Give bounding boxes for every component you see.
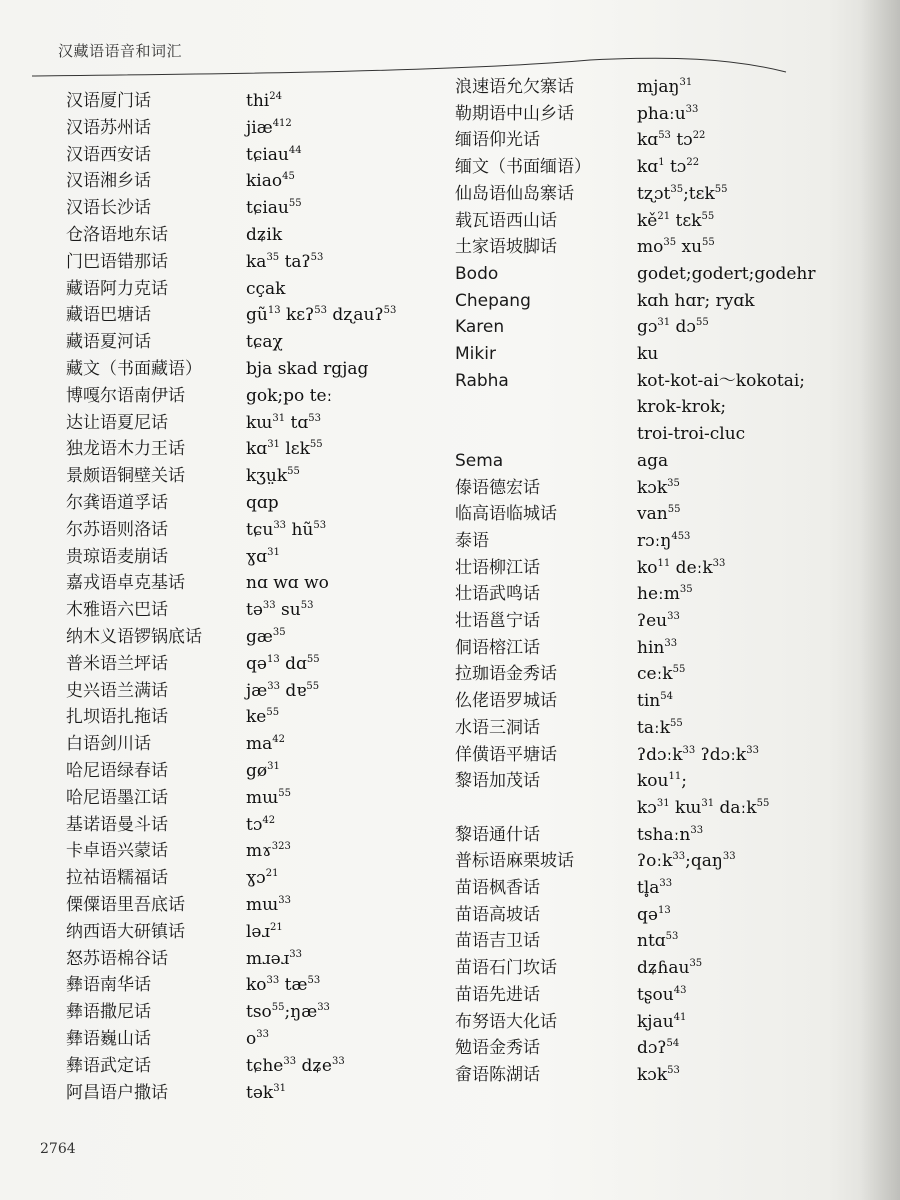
phonetic-form: $ko^{11}$ deːk$^{33}$: [637, 558, 726, 578]
language-name: 拉珈语金秀话: [455, 664, 557, 684]
language-name: 哈尼语墨江话: [66, 788, 168, 808]
language-name: Mikir: [455, 344, 496, 364]
phonetic-form: rɔːŋ$^{453}$: [637, 531, 691, 551]
language-name: 嘉戎语卓克基话: [66, 573, 185, 593]
language-name: 壮语武鸣话: [455, 584, 540, 604]
language-name: 尔龚语道孚话: [66, 493, 168, 513]
phonetic-form: cçak: [246, 279, 286, 299]
phonetic-form: ʔdɔːk$^{33}$ ʔdɔːk$^{33}$: [637, 745, 759, 765]
phonetic-form: van$^{55}$: [637, 504, 681, 524]
language-name: 扎坝语扎拖话: [66, 707, 168, 727]
language-name: 怒苏语棉谷话: [66, 949, 168, 969]
phonetic-form: taːk$^{55}$: [637, 718, 683, 738]
phonetic-form: tək$^{31}$: [246, 1083, 286, 1103]
language-name: 载瓦语西山话: [455, 211, 557, 231]
language-name: Sema: [455, 451, 504, 471]
phonetic-form: kʒṳk$^{55}$: [246, 466, 300, 486]
phonetic-form: ceːk$^{55}$: [637, 664, 686, 684]
phonetic-form: tɕiau$^{44}$: [246, 145, 302, 165]
language-name: 水语三洞话: [455, 718, 540, 738]
language-name: 藏语巴塘话: [66, 305, 151, 325]
phonetic-form: $gũ^{13}$ kɛʔ$^{53}$ dʐauʔ$^{53}$: [246, 305, 397, 325]
language-name: 尔苏语则洛话: [66, 520, 168, 540]
phonetic-form: $tl̥a^{33}$: [637, 878, 673, 898]
language-name: 汉语厦门话: [66, 91, 151, 111]
phonetic-form: $ko^{33}$ $tæ^{53}$: [246, 975, 321, 995]
language-name: 缅语仰光话: [455, 130, 540, 150]
language-name: Rabha: [455, 371, 509, 391]
language-name: 博嘎尔语南伊话: [66, 386, 185, 406]
phonetic-form: $mo^{35}$ $xu^{55}$: [637, 237, 715, 257]
language-name: 彝语南华话: [66, 975, 151, 995]
phonetic-form: thi$^{24}$: [246, 91, 282, 111]
phonetic-form: $o^{33}$: [246, 1029, 269, 1049]
phonetic-form: ʔoːk$^{33}$;qaŋ$^{33}$: [637, 851, 736, 871]
phonetic-form: $ma^{42}$: [246, 734, 285, 754]
phonetic-form: kɯ$^{31}$ tɑ$^{53}$: [246, 413, 322, 433]
phonetic-form: kɔ$^{31}$ kɯ$^{31}$ daːk$^{55}$: [637, 798, 770, 818]
phonetic-form: phaːu$^{33}$: [637, 104, 699, 124]
phonetic-form: ntɑ$^{53}$: [637, 931, 679, 951]
language-name: 卡卓语兴蒙话: [66, 841, 168, 861]
language-name: 黎语加茂话: [455, 771, 540, 791]
phonetic-form: kiao$^{45}$: [246, 171, 295, 191]
language-name: 苗语先进话: [455, 985, 540, 1005]
phonetic-form: gɔ$^{31}$ dɔ$^{55}$: [637, 317, 709, 337]
language-name: 独龙语木力王话: [66, 439, 185, 459]
phonetic-form: jiæ$^{412}$: [246, 118, 292, 138]
language-name: 苗语高坡话: [455, 905, 540, 925]
language-name: 哈尼语绿春话: [66, 761, 168, 781]
phonetic-form: kjau$^{41}$: [637, 1012, 687, 1032]
phonetic-form: mɹəɹ$^{33}$: [246, 949, 302, 969]
phonetic-form: ɣɔ$^{21}$: [246, 868, 279, 888]
language-name: 壮语邕宁话: [455, 611, 540, 631]
language-name: 门巴语错那话: [66, 252, 168, 272]
phonetic-form: tɔ$^{42}$: [246, 815, 276, 835]
language-name: 苗语石门坎话: [455, 958, 557, 978]
phonetic-form: dɔʔ$^{54}$: [637, 1038, 680, 1058]
language-name: 白语剑川话: [66, 734, 151, 754]
language-name: 普标语麻栗坡话: [455, 851, 574, 871]
language-name: 基诺语曼斗话: [66, 815, 168, 835]
phonetic-form: bja skad rgjag: [246, 359, 369, 379]
phonetic-form: kɔk$^{53}$: [637, 1065, 680, 1085]
phonetic-form: kɑ$^{31}$ lɛk$^{55}$: [246, 439, 323, 459]
language-name: 佯僙语平塘话: [455, 745, 557, 765]
phonetic-form: $tso^{55};ŋæ^{33}$: [246, 1002, 330, 1022]
phonetic-form: nɑ wɑ wo: [246, 573, 329, 593]
phonetic-form: $kě^{21}$ tɛk$^{55}$: [637, 211, 715, 231]
phonetic-form: troi-troi-cluc: [637, 424, 746, 444]
phonetic-form: aga: [637, 451, 669, 471]
phonetic-form: qə$^{13}$ dɑ$^{55}$: [246, 654, 320, 674]
phonetic-form: mjaŋ$^{31}$: [637, 77, 693, 97]
language-name: 临高语临城话: [455, 504, 557, 524]
phonetic-form: gok;po teː: [246, 386, 333, 406]
phonetic-form: dʑɦau$^{35}$: [637, 958, 703, 978]
phonetic-form: tɕaχ: [246, 332, 283, 352]
phonetic-form: ʔeu$^{33}$: [637, 611, 680, 631]
phonetic-form: kot-kot-ai～kokotai;: [637, 371, 805, 391]
language-name: 拉祜语糯福话: [66, 868, 168, 888]
language-name: 畲语陈湖话: [455, 1065, 540, 1085]
running-header-title: 汉藏语语音和词汇: [58, 42, 183, 60]
language-name: 傣语德宏话: [455, 478, 540, 498]
language-name: 木雅语六巴话: [66, 600, 168, 620]
language-name: 纳西语大研镇话: [66, 922, 185, 942]
phonetic-form: godet;godert;godehr: [637, 264, 816, 284]
page-edge-shadow: [860, 0, 900, 1200]
language-name: 浪速语允欠寨话: [455, 77, 574, 97]
phonetic-form: tɕhe$^{33}$ dʑe$^{33}$: [246, 1056, 345, 1076]
phonetic-form: $gæ^{35}$: [246, 627, 286, 647]
phonetic-form: ləɹ$^{21}$: [246, 922, 283, 942]
language-name: 汉语长沙话: [66, 198, 151, 218]
phonetic-form: heːm$^{35}$: [637, 584, 693, 604]
language-name: 彝语武定话: [66, 1056, 151, 1076]
language-name: 贵琼语麦崩话: [66, 547, 168, 567]
phonetic-form: ku: [637, 344, 659, 364]
phonetic-form: kɑ$^{53}$ tɔ$^{22}$: [637, 130, 706, 150]
language-name: 汉语苏州话: [66, 118, 151, 138]
language-name: 缅文（书面缅语）: [455, 157, 591, 177]
language-name: 汉语西安话: [66, 145, 151, 165]
phonetic-form: tʐɔt$^{35}$;tɛk$^{55}$: [637, 184, 728, 204]
phonetic-form: kɑ$^1$ tɔ$^{22}$: [637, 157, 700, 177]
phonetic-form: $jæ^{33}$ dɐ$^{55}$: [246, 681, 320, 701]
language-name: 普米语兰坪话: [66, 654, 168, 674]
language-name: 勉语金秀话: [455, 1038, 540, 1058]
phonetic-form: $ke^{55}$: [246, 707, 280, 727]
language-name: 彝语巍山话: [66, 1029, 151, 1049]
phonetic-form: kɔk$^{35}$: [637, 478, 680, 498]
language-name: 景颇语铜壁关话: [66, 466, 185, 486]
phonetic-form: tshaːn$^{33}$: [637, 825, 704, 845]
phonetic-form: krok-krok;: [637, 397, 727, 417]
phonetic-form: $ka^{35}$ taʔ$^{53}$: [246, 252, 324, 272]
language-name: 仫佬语罗城话: [455, 691, 557, 711]
phonetic-form: kou$^{11}$;: [637, 771, 687, 791]
language-name: 汉语湘乡话: [66, 171, 151, 191]
language-name: 苗语吉卫话: [455, 931, 540, 951]
phonetic-form: tɕu$^{33}$ $hũ^{53}$: [246, 520, 327, 540]
language-name: Chepang: [455, 291, 531, 311]
language-name: 苗语枫香话: [455, 878, 540, 898]
language-name: 黎语通什话: [455, 825, 540, 845]
language-name: 土家语坡脚话: [455, 237, 557, 257]
phonetic-form: kɑh hɑr; ryɑk: [637, 291, 755, 311]
phonetic-form: mɯ$^{33}$: [246, 895, 291, 915]
language-name: Bodo: [455, 264, 499, 284]
language-name: 藏语阿力克话: [66, 279, 168, 299]
language-name: 纳木义语锣锅底话: [66, 627, 202, 647]
phonetic-form: mɯ$^{55}$: [246, 788, 291, 808]
language-name: 仓洛语地东话: [66, 225, 168, 245]
phonetic-form: qə$^{13}$: [637, 905, 671, 925]
language-name: 泰语: [455, 531, 489, 551]
language-name: 阿昌语户撒话: [66, 1083, 168, 1103]
phonetic-form: tin$^{54}$: [637, 691, 673, 711]
phonetic-form: qɑp: [246, 493, 279, 513]
language-name: 彝语撒尼话: [66, 1002, 151, 1022]
page-number: 2764: [40, 1141, 76, 1157]
language-name: 达让语夏尼话: [66, 413, 168, 433]
language-name: 史兴语兰满话: [66, 681, 168, 701]
phonetic-form: mɤ$^{323}$: [246, 841, 291, 861]
language-name: 壮语柳江话: [455, 558, 540, 578]
phonetic-form: $gø^{31}$: [246, 761, 280, 781]
language-name: Karen: [455, 317, 505, 337]
language-name: 布努语大化话: [455, 1012, 557, 1032]
phonetic-form: tʂou$^{43}$: [637, 985, 687, 1005]
language-name: 侗语榕江话: [455, 638, 540, 658]
language-name: 藏语夏河话: [66, 332, 151, 352]
language-name: 仙岛语仙岛寨话: [455, 184, 574, 204]
phonetic-form: tə$^{33}$ $su^{53}$: [246, 600, 314, 620]
phonetic-form: hin$^{33}$: [637, 638, 678, 658]
language-name: 藏文（书面藏语）: [66, 359, 202, 379]
phonetic-form: ɣɑ$^{31}$: [246, 547, 280, 567]
phonetic-form: dʑik: [246, 225, 283, 245]
phonetic-form: tɕiau$^{55}$: [246, 198, 302, 218]
language-name: 勒期语中山乡话: [455, 104, 574, 124]
language-name: 傈僳语里吾底话: [66, 895, 185, 915]
